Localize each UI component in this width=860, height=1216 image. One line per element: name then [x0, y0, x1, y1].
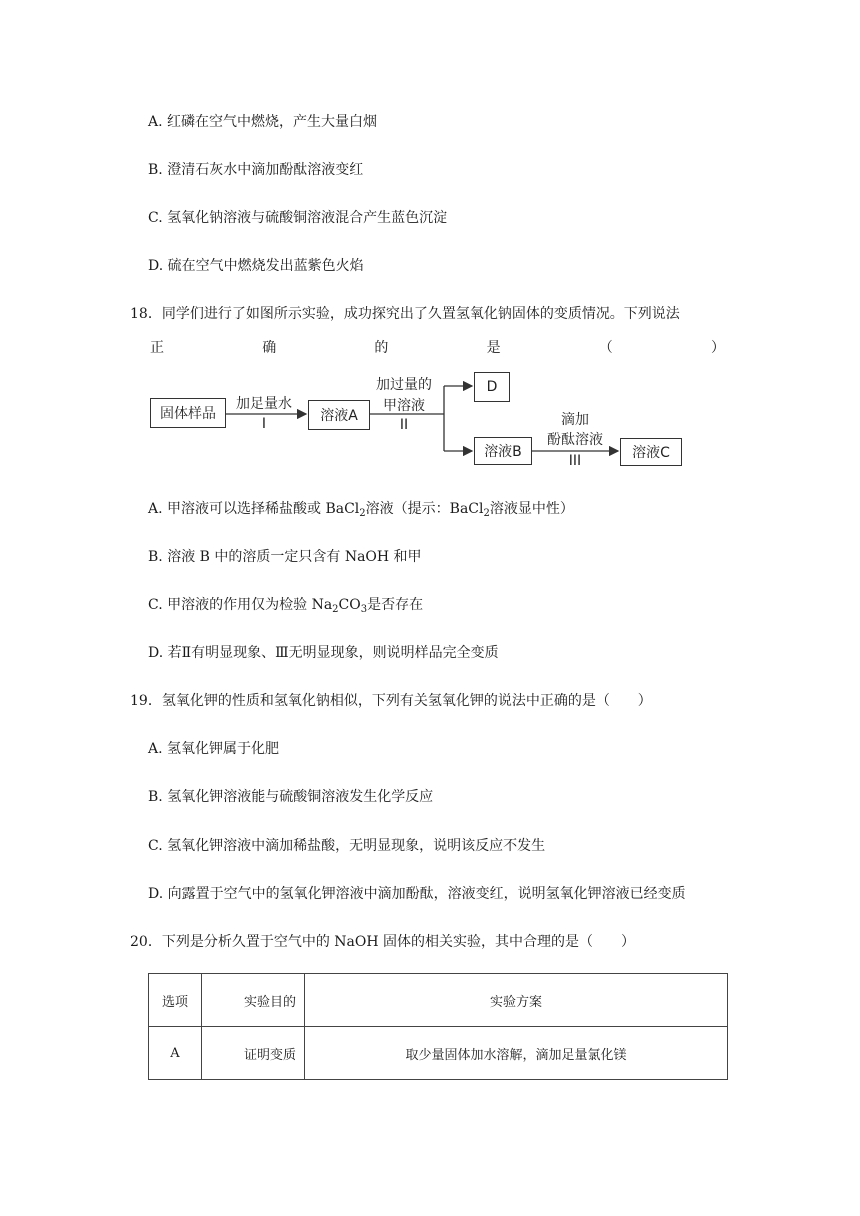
step3-label-line2: 酚酞溶液	[547, 432, 603, 448]
table-cell-plan: 取少量固体加水溶解，滴加足量氯化镁	[305, 1027, 728, 1080]
q18-option-c	[148, 595, 423, 620]
q17-option-c: C. 氢氧化钠溶液与硫酸铜溶液混合产生蓝色沉淀	[148, 210, 448, 226]
table-cell-option: A	[149, 1027, 202, 1080]
solution-b-box: 溶液B	[474, 437, 532, 465]
q17-option-d: D. 硫在空气中燃烧发出蓝紫色火焰	[148, 258, 364, 274]
option-a-text: A. 甲溶液可以选择稀盐酸或 BaCl	[148, 501, 360, 517]
q19-option-d: D. 向露置于空气中的氢氧化钾溶液中滴加酚酞，溶液变红，说明氢氧化钾溶液已经变质	[148, 886, 686, 902]
stem-char: 的	[374, 340, 389, 356]
q17-option-b: B. 澄清石灰水中滴加酚酞溶液变红	[148, 162, 364, 178]
q20-table	[148, 973, 728, 1080]
q18-stem: 18．同学们进行了如图所示实验，成功探究出了久置氢氧化钠固体的变质情况。下列说法	[130, 306, 680, 322]
q18-option-d: D. 若Ⅱ有明显现象、Ⅲ无明显现象，则说明样品完全变质	[148, 645, 499, 661]
step3-label-line1: 滴加	[561, 412, 589, 428]
table-row	[149, 1027, 728, 1080]
product-d-box: D	[474, 372, 510, 402]
q19-option-c: C. 氢氧化钾溶液中滴加稀盐酸，无明显现象，说明该反应不发生	[148, 838, 546, 854]
stem-char: （	[598, 340, 613, 356]
option-a-text: 溶液显中性）	[489, 501, 574, 517]
subscript: 2	[359, 508, 366, 519]
stem-char: 正	[150, 340, 164, 356]
step3-number: III	[568, 453, 582, 469]
q19-option-a: A. 氢氧化钾属于化肥	[148, 741, 280, 757]
table-cell-purpose: 证明变质	[202, 1027, 305, 1080]
q18-option-a	[148, 499, 574, 524]
table-header-option: 选项	[149, 974, 202, 1027]
q19-stem: 19．氢氧化钾的性质和氢氧化钠相似，下列有关氢氧化钾的说法中正确的是（ ）	[130, 693, 652, 709]
subscript: 2	[483, 508, 490, 519]
table-header-plan: 实验方案	[305, 974, 728, 1027]
q19-option-b: B. 氢氧化钾溶液能与硫酸铜溶液发生化学反应	[148, 789, 434, 805]
q20-stem: 20．下列是分析久置于空气中的 NaOH 固体的相关实验，其中合理的是（ ）	[130, 934, 635, 950]
stem-char: ）	[710, 340, 725, 356]
step1-number: I	[261, 416, 267, 432]
subscript: 2	[332, 604, 339, 615]
step2-label-line2: 甲溶液	[383, 398, 425, 414]
subscript: 3	[360, 604, 368, 615]
step2-number: II	[399, 417, 409, 433]
stem-char: 是	[486, 340, 501, 356]
option-a-text: 溶液（提示：BaCl	[365, 501, 484, 517]
solution-a-box: 溶液A	[308, 400, 370, 430]
sample-box: 固体样品	[150, 398, 226, 428]
stem-char: 确	[262, 340, 277, 356]
table-header-purpose: 实验目的	[202, 974, 305, 1027]
q18-option-b: B. 溶液 B 中的溶质一定只含有 NaOH 和甲	[148, 549, 422, 565]
option-c-text: CO	[338, 597, 361, 613]
q17-option-a: A. 红磷在空气中燃烧，产生大量白烟	[148, 114, 378, 130]
table-header-row	[149, 974, 728, 1027]
step1-label: 加足量水	[236, 396, 292, 412]
step2-label-line1: 加过量的	[376, 377, 432, 393]
option-c-text: C. 甲溶液的作用仅为检验 Na	[148, 597, 333, 613]
option-c-text: 是否存在	[367, 597, 424, 613]
solution-c-box: 溶液C	[620, 438, 682, 466]
